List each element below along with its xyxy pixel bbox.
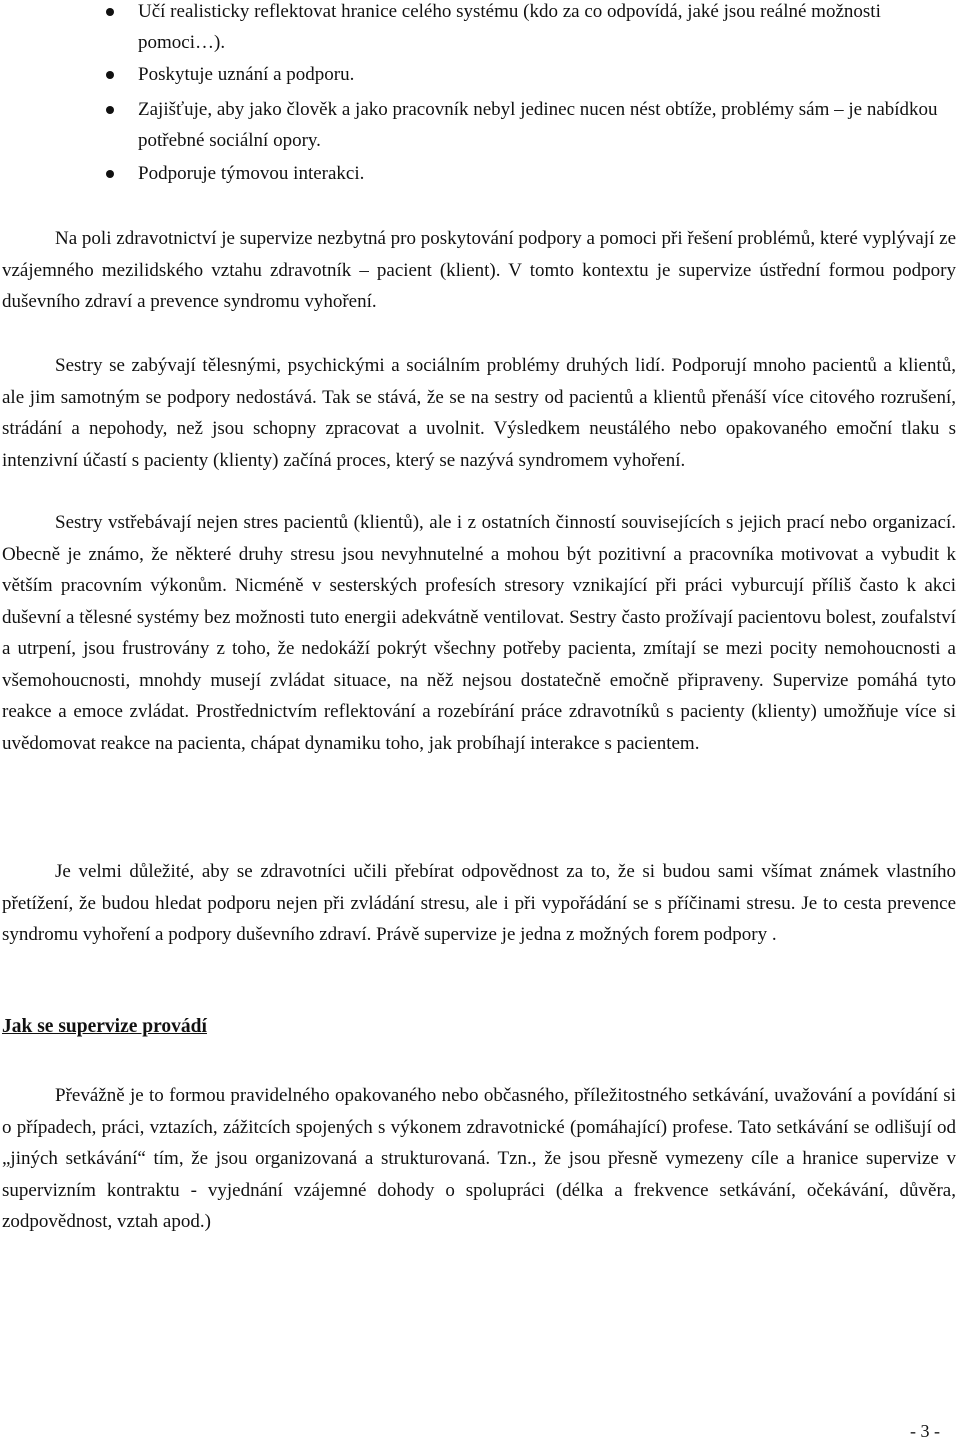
bullet-text: Poskytuje uznání a podporu. — [138, 64, 355, 85]
bullet-text: Učí realisticky reflektovat hranice celého systému (kdo za co odpovídá, jaké jsou reálné možnosti pomoci…). — [138, 1, 881, 53]
bullet-dot-icon — [106, 170, 114, 178]
paragraph: Sestry vstřebávají nejen stres pacientů (klientů), ale i z ostatních činností souvisejících s jejich prací nebo organizací. Obecně je známo, že některé druhy stresu jsou nevyhnutelné a mohou být pozitivní a pracovníka motivovat a vybudit k větším pracovním výkonům. Nicméně v sesterských profesích stresory vznikající při práci vyburcují příliš často k akci duševní a tělesné systémy bez možnosti tuto energii adekvátně ventilovat. Sestry často prožívají pacientovu bolest, zoufalství a utrpení, jsou frustrovány z toho, že nedokáží pokrýt všechny potřeby pacienta, zmítají se mezi pocity nemohoucnosti a všemohoucnosti, mnohdy musejí zvládat situace, na něž nejsou dostatečně emočně připraveny. Supervize pomáhá tyto reakce a emoce zvládat. Prostřednictvím reflektování a rozebírání práce zdravotníků s pacienty (klienty) umožňuje více si uvědomovat reakce na pacienta, chápat dynamiku toho, jak probíhají interakce s pacientem. — [2, 512, 956, 754]
page-number: - 3 - — [910, 1421, 940, 1441]
bullet-text: Podporuje týmovou interakci. — [138, 163, 365, 184]
paragraph: Převážně je to formou pravidelného opakovaného nebo občasného, příležitostného setkávání, uvažování a povídání si o případech, práci, vztazích, zážitcích spojených s výkonem zdravotnické (pomáhající) profese. Tato setkávání se odlišují od „jiných setkávání“ tím, že jsou organizovaná a strukturovaná. Tzn., že jsou přesně vymezeny cíle a hranice supervize v supervizním kontraktu - vyjednání vzájemné dohody o spolupráci (délka a frekvence setkávání, očekávání, důvěra, zodpovědnost, vztah apod.) — [2, 1085, 956, 1232]
bullet-text: Zajišťuje, aby jako člověk a jako pracovník nebyl jedinec nucen nést obtíže, problémy sám – je nabídkou potřebné sociální opory. — [138, 99, 938, 151]
bullet-dot-icon — [106, 8, 114, 16]
bullet-item — [138, 158, 958, 189]
bullet-dot-icon — [106, 106, 114, 114]
section-heading: Jak se supervize provádí — [2, 1016, 207, 1037]
bullet-dot-icon — [106, 71, 114, 79]
bullet-item — [138, 59, 958, 90]
paragraph: Na poli zdravotnictví je supervize nezbytná pro poskytování podpory a pomoci při řešení problémů, které vyplývají ze vzájemného mezilidského vztahu zdravotník – pacient (klient). V tomto kontextu je supervize ústřední formou podpory duševního zdraví a prevence syndromu vyhoření. — [2, 228, 956, 312]
paragraph: Je velmi důležité, aby se zdravotníci učili přebírat odpovědnost za to, že si budou sami všímat známek vlastního přetížení, že budou hledat podporu nejen při zvládání stresu, ale i při vypořádání se s příčinami stresu. Je to cesta prevence syndromu vyhoření a podpory duševního zdraví. Právě supervize je jedna z možných forem podpory . — [2, 861, 956, 945]
bullet-item — [138, 0, 958, 58]
bullet-item — [138, 94, 958, 156]
paragraph: Sestry se zabývají tělesnými, psychickými a sociálním problémy druhých lidí. Podporují mnoho pacientů a klientů, ale jim samotným se podpory nedostává. Tak se stává, že se na sestry od pacientů a klientů přenáší více citového rozrušení, strádání a nepohody, než jsou schopny zpracovat a uvolnit. Výsledkem neustálého nebo opakovaného emoční tlaku s intenzivní účastí s pacienty (klienty) začíná proces, který se nazývá syndromem vyhoření. — [2, 355, 956, 471]
